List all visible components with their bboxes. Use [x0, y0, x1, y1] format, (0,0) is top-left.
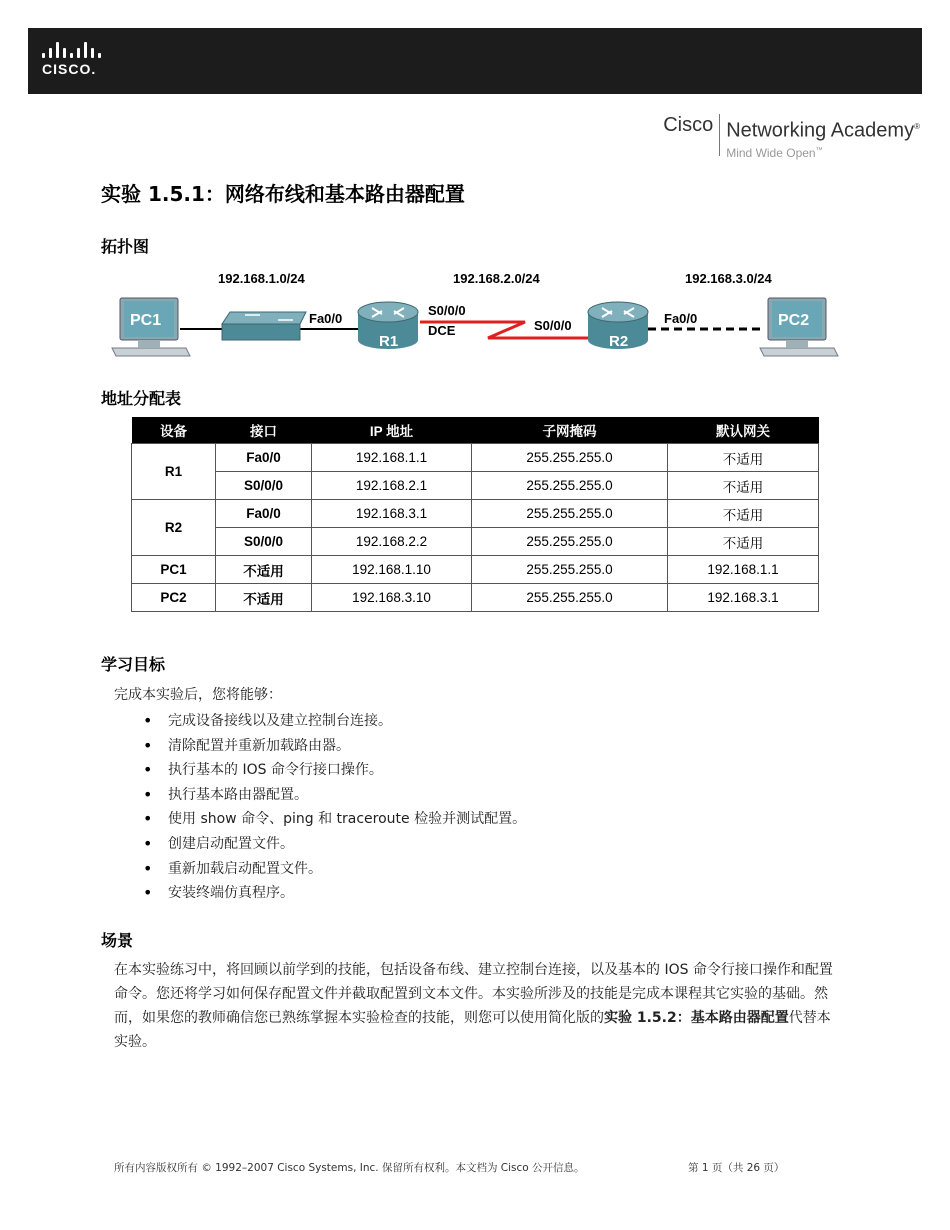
network-label-1: 192.168.1.0/24 [218, 271, 305, 286]
footer-copyright: 所有内容版权所有 © 1992–2007 Cisco Systems, Inc. 保留所有权利。本文档为 Cisco 公开信息。 [114, 1162, 585, 1174]
device-cell: PC1 [132, 556, 216, 584]
table-row [132, 556, 819, 584]
ip-cell: 192.168.1.10 [312, 556, 472, 584]
port-r1-fa: Fa0/0 [309, 311, 343, 326]
ip-cell: 192.168.3.1 [312, 500, 472, 528]
header-bar [28, 28, 922, 94]
device-cell: PC2 [132, 584, 216, 612]
list-item: • 执行基本的 IOS 命令行接口操作。 [146, 758, 526, 783]
port-r2-fa: Fa0/0 [664, 311, 698, 326]
network-label-2: 192.168.2.0/24 [453, 271, 540, 286]
ip-cell: 192.168.3.10 [312, 584, 472, 612]
list-item: • 安装终端仿真程序。 [146, 881, 526, 906]
list-item: • 创建启动配置文件。 [146, 832, 526, 857]
gateway-cell: 192.168.3.1 [668, 584, 819, 612]
interface-cell: S0/0/0 [216, 528, 312, 556]
mask-cell: 255.255.255.0 [472, 584, 668, 612]
router-r1-icon [358, 302, 418, 350]
pc2-label: PC2 [778, 312, 810, 329]
list-item: • 完成设备接线以及建立控制台连接。 [146, 709, 526, 734]
table-header-row [132, 417, 819, 444]
port-r1-s: S0/0/0 [428, 303, 466, 318]
scenario-paragraph [114, 958, 834, 1054]
cisco-bars-icon [42, 42, 132, 58]
r2-label: R2 [609, 333, 629, 350]
scenario-text: 在本实验练习中，将回顾以前学到的技能，包括设备布线、建立控制台连接，以及基本的 IOS 命令行接口操作和配置命令。您还将学习如何保存配置文件并截取配置到文本文件。本实验所涉及的技能是完成本课程其它实验的基础。然而，如果您的教师确信您已熟练掌握本实验检查的技能，则您可以使用简化版的 [114, 962, 833, 1026]
list-item: • 重新加载启动配置文件。 [146, 857, 526, 882]
gateway-cell: 不适用 [668, 472, 819, 500]
topology-diagram [110, 268, 850, 368]
interface-cell: Fa0/0 [216, 500, 312, 528]
pc1-label: PC1 [130, 312, 162, 329]
scenario-lab-reference: 实验 1.5.2：基本路由器配置 [604, 1010, 789, 1026]
table-row [132, 444, 819, 472]
ip-cell: 192.168.1.1 [312, 444, 472, 472]
mask-cell: 255.255.255.0 [472, 444, 668, 472]
table-row [132, 472, 819, 500]
mask-cell: 255.255.255.0 [472, 500, 668, 528]
gateway-cell: 不适用 [668, 528, 819, 556]
scenario-tail: 代替本实验。 [114, 1010, 831, 1050]
pc1-icon [112, 298, 190, 356]
col-header-ip: IP 地址 [312, 417, 472, 444]
port-dce: DCE [428, 323, 456, 338]
col-header-interface: 接口 [216, 417, 312, 444]
brand-tagline: Mind Wide Open™ [726, 145, 823, 160]
cisco-logo-text: CISCO. [42, 61, 97, 77]
interface-cell: 不适用 [216, 584, 312, 612]
col-header-mask: 子网掩码 [472, 417, 668, 444]
academy-brand [663, 114, 920, 160]
brand-academy: Networking Academy® [726, 119, 920, 142]
address-table [131, 417, 819, 612]
list-item: • 使用 show 命令、ping 和 traceroute 检验并测试配置。 [146, 807, 526, 832]
r1-label: R1 [379, 333, 399, 350]
objectives-heading: 学习目标 [101, 655, 166, 674]
interface-cell: S0/0/0 [216, 472, 312, 500]
pc2-icon [760, 298, 838, 356]
mask-cell: 255.255.255.0 [472, 556, 668, 584]
brand-cisco: Cisco [663, 114, 720, 156]
col-header-device: 设备 [132, 417, 216, 444]
port-r2-s: S0/0/0 [534, 318, 572, 333]
page-title: 实验 1.5.1：网络布线和基本路由器配置 [101, 182, 465, 206]
footer-page-number: 第 1 页（共 26 页） [688, 1162, 785, 1174]
objectives-list [146, 709, 526, 906]
table-row [132, 500, 819, 528]
scenario-heading: 场景 [101, 931, 134, 950]
interface-cell: 不适用 [216, 556, 312, 584]
topology-heading: 拓扑图 [101, 237, 150, 256]
router-r2-icon [588, 302, 648, 350]
table-row [132, 528, 819, 556]
address-table-heading: 地址分配表 [101, 389, 182, 408]
gateway-cell: 不适用 [668, 444, 819, 472]
network-label-3: 192.168.3.0/24 [685, 271, 772, 286]
cisco-logo [42, 42, 132, 82]
interface-cell: Fa0/0 [216, 444, 312, 472]
list-item: • 执行基本路由器配置。 [146, 783, 526, 808]
list-item: • 清除配置并重新加载路由器。 [146, 734, 526, 759]
ip-cell: 192.168.2.1 [312, 472, 472, 500]
col-header-gateway: 默认网关 [668, 417, 819, 444]
switch-icon [222, 312, 306, 340]
table-row [132, 584, 819, 612]
device-cell: R1 [132, 444, 216, 500]
device-cell: R2 [132, 500, 216, 556]
gateway-cell: 192.168.1.1 [668, 556, 819, 584]
gateway-cell: 不适用 [668, 500, 819, 528]
mask-cell: 255.255.255.0 [472, 528, 668, 556]
mask-cell: 255.255.255.0 [472, 472, 668, 500]
ip-cell: 192.168.2.2 [312, 528, 472, 556]
objectives-intro: 完成本实验后，您将能够： [114, 687, 282, 703]
